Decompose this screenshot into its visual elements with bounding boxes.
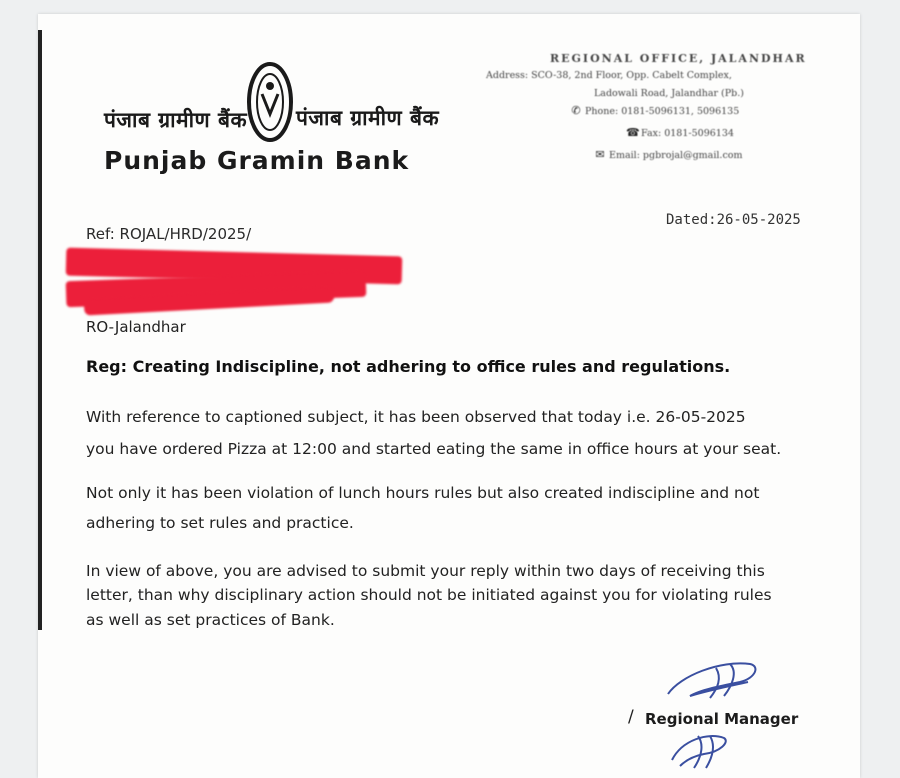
ro-phone <box>570 104 739 117</box>
bank-name-hindi-left: पंजाब ग्रामीण बैंक <box>104 108 248 132</box>
paragraph-3-line-1: In view of above, you are advised to submit your reply within two days of receiving this <box>86 562 765 580</box>
recipient-office: RO-Jalandhar <box>86 318 186 336</box>
ro-phone-text: Phone: 0181-5096131, 5096135 <box>585 106 740 117</box>
letter-date: Dated:26-05-2025 <box>666 212 801 228</box>
paragraph-1-line-2: you have ordered Pizza at 12:00 and started eating the same in office hours at your seat. <box>86 440 782 458</box>
ro-fax <box>626 126 734 139</box>
paragraph-3-line-3: as well as set practices of Bank. <box>86 611 335 629</box>
regional-office-title: REGIONAL OFFICE, JALANDHAR <box>550 52 807 65</box>
bank-emblem-icon <box>246 62 294 146</box>
paragraph-2-line-2: adhering to set rules and practice. <box>86 514 354 532</box>
signatory-title: Regional Manager <box>645 710 799 728</box>
ro-email-text: Email: pgbrojal@gmail.com <box>609 150 743 161</box>
ro-address-line-2: Ladowali Road, Jalandhar (Pb.) <box>594 88 744 99</box>
letter-subject: Reg: Creating Indiscipline, not adhering to office rules and regulations. <box>86 357 731 376</box>
paragraph-2-line-1: Not only it has been violation of lunch hours rules but also created indiscipline and not <box>86 484 760 502</box>
ro-email <box>594 148 743 161</box>
email-icon: ✉ <box>595 148 605 161</box>
phone-icon: ✆ <box>571 104 581 117</box>
paper-edge-shadow <box>38 30 42 630</box>
paragraph-3-line-2: letter, than why disciplinary action should not be initiated against you for violating rules <box>86 586 772 604</box>
signature-top <box>660 656 766 704</box>
fax-icon: ☎ <box>626 126 640 139</box>
ro-address-line-1: Address: SCO-38, 2nd Floor, Opp. Cabelt Complex, <box>486 70 732 81</box>
paragraph-1-line-1: With reference to captioned subject, it has been observed that today i.e. 26-05-2025 <box>86 408 746 426</box>
bank-name-hindi-right: पंजाब ग्रामीण बैंक <box>296 106 440 130</box>
ro-fax-text: Fax: 0181-5096134 <box>641 128 734 139</box>
signature-bottom <box>668 730 732 772</box>
bank-name-english: Punjab Gramin Bank <box>104 146 410 175</box>
reference-number: Ref: ROJAL/HRD/2025/ <box>86 225 252 243</box>
signature-slash-mark: / <box>628 707 634 727</box>
